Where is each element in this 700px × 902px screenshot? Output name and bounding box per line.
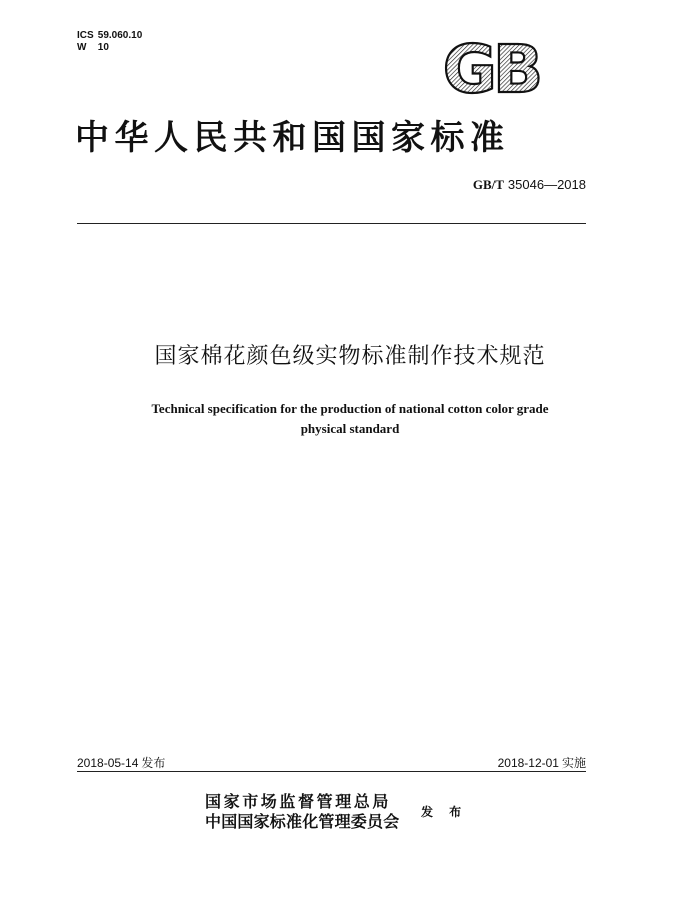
issuing-authorities [205, 792, 399, 832]
ccs-label: W [77, 42, 87, 53]
ccs-code: 10 [97, 42, 109, 53]
ics-label: ICS [77, 30, 94, 41]
implement-date: 2018-12-01 [497, 756, 559, 770]
implement-label: 实施 [561, 756, 586, 770]
issue-label: 发布 [141, 756, 166, 770]
ics-code: 59.060.10 [97, 30, 143, 41]
gb-logo-text: GB [442, 38, 540, 100]
english-title-line1: Technical specification for the production of national cotton color grade [151, 401, 549, 416]
english-title-line2: physical standard [300, 421, 400, 436]
issuer-samr: 国家市场监督管理总局 [205, 792, 392, 811]
gb-logo-icon [428, 38, 554, 100]
issuer-sac: 中国国家标准化管理委员会 [205, 812, 400, 831]
standard-prefix: GB/T [472, 177, 504, 192]
issue-date: 2018-05-14 [77, 756, 139, 770]
ccs-row [77, 42, 142, 54]
chinese-title: 国家棉花颜色级实物标准制作技术规范 [154, 344, 546, 369]
publish-label: 发 布 [421, 805, 468, 819]
english-title [60, 399, 640, 439]
ics-row [77, 30, 142, 42]
standard-code: 35046—2018 [507, 177, 586, 192]
standard-number [473, 177, 586, 193]
implement-date-block [498, 754, 586, 771]
national-standard-heading: 中华人民共和国国家标准 [75, 118, 510, 158]
bottom-divider [77, 771, 586, 772]
classification-codes [77, 30, 142, 54]
top-divider [77, 223, 586, 224]
issue-date-block [77, 754, 165, 771]
